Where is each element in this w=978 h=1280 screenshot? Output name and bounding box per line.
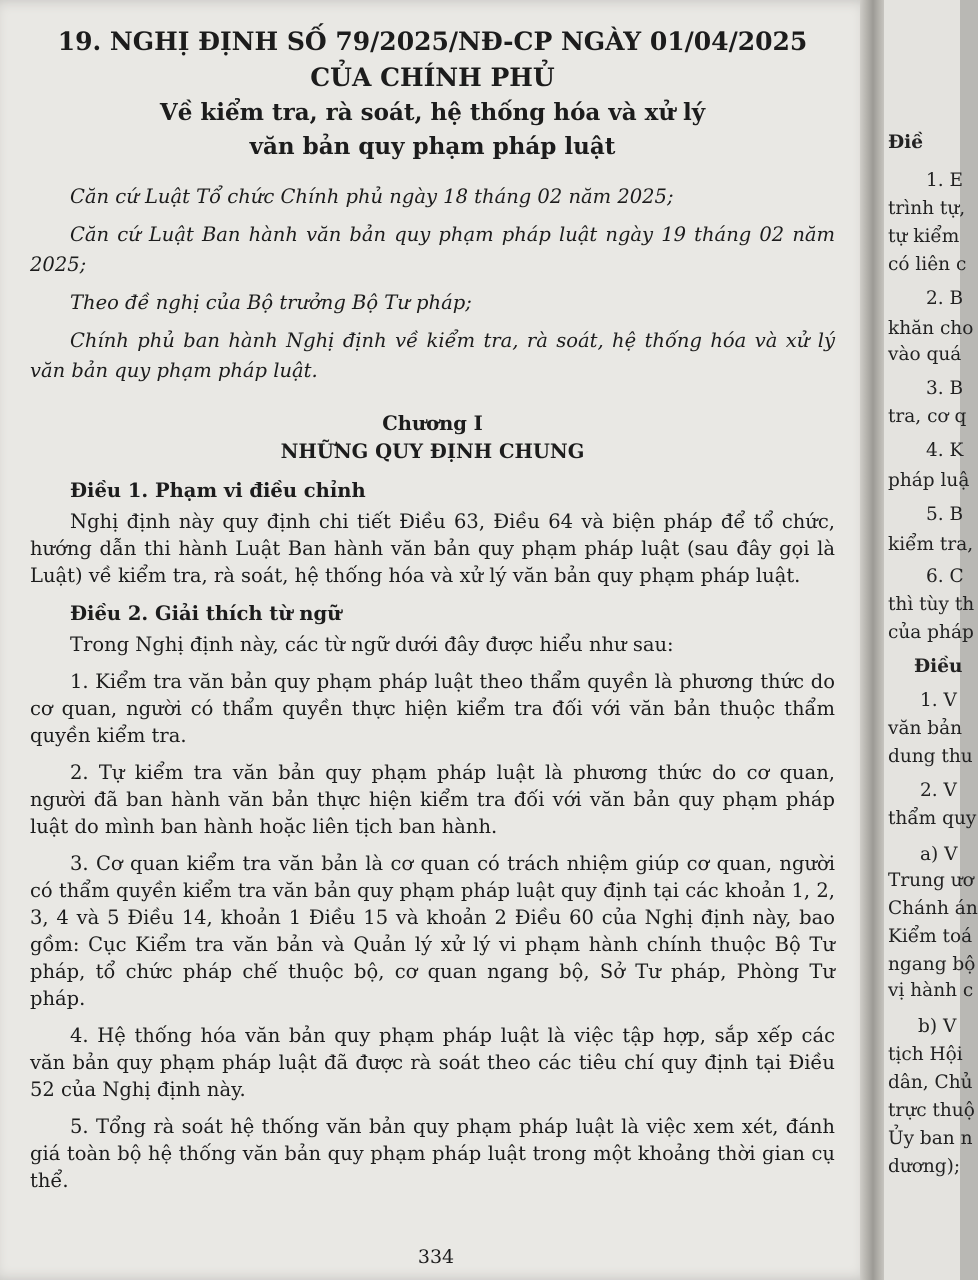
right-page-fragment: tra, cơ q — [888, 406, 967, 427]
right-page-fragment: thì tùy th — [888, 594, 975, 615]
document-subtitle-line2: văn bản quy phạm pháp luật — [249, 133, 616, 160]
preamble-line: Căn cứ Luật Tổ chức Chính phủ ngày 18 tháng 02 năm 2025; — [70, 185, 674, 208]
right-page-fragment: Chánh án — [888, 898, 978, 919]
right-page-fragment: thẩm quy — [888, 808, 977, 829]
right-page-fragment: 1. V — [920, 690, 957, 711]
right-page-fragment: a) V — [920, 844, 958, 865]
right-page-fragment: khăn cho — [888, 318, 974, 339]
right-page-fragment: văn bản — [888, 718, 963, 739]
right-page-fragment: 2. B — [926, 288, 964, 309]
chapter-number: Chương I — [382, 412, 483, 435]
preamble-line: Căn cứ Luật Ban hành văn bản quy phạm pháp luật ngày 19 tháng 02 năm 2025; — [30, 223, 835, 276]
right-page-fragment: trình tự, — [888, 198, 966, 219]
article-2-item: 3. Cơ quan kiểm tra văn bản là cơ quan có trách nhiệm giúp cơ quan, người có thẩm quyền kiểm tra văn bản quy phạm pháp luật quy định tại các khoản 1, 2, 3, 4 và 5 Điều 14, khoản 1 Điều 15 và khoản 2 Điều 60 của Nghị định này, bao gồm: Cục Kiểm tra văn bản và Quản lý xử lý vi phạm hành chính thuộc Bộ Tư pháp, tổ chức pháp chế thuộc bộ, cơ quan ngang bộ, Sở Tư pháp, Phòng Tư pháp. — [30, 852, 835, 1010]
right-page-fragment: 1. E — [926, 170, 964, 191]
right-page-fragment: tịch Hội — [888, 1044, 963, 1065]
preamble-line: Chính phủ ban hành Nghị định về kiểm tra, rà soát, hệ thống hóa và xử lý văn bản quy phạm pháp luật. — [30, 329, 835, 382]
right-page-fragment: Ủy ban n — [888, 1128, 973, 1149]
chapter-title: NHỮNG QUY ĐỊNH CHUNG — [280, 440, 585, 463]
right-page-fragment: 6. C — [926, 566, 964, 587]
article-2-item: 5. Tổng rà soát hệ thống văn bản quy phạm pháp luật là việc xem xét, đánh giá toàn bộ hệ thống văn bản quy phạm pháp luật trong một khoảng thời gian cụ thể. — [30, 1115, 835, 1192]
right-page-fragment: vào quá — [888, 344, 962, 365]
right-page-fragment: trực thuộ — [888, 1100, 975, 1121]
right-page — [884, 0, 978, 1280]
article-2-intro: Trong Nghị định này, các từ ngữ dưới đây được hiểu như sau: — [70, 633, 674, 656]
right-page-fragment: 4. K — [926, 440, 964, 461]
right-page-fragment: Điều — [914, 656, 963, 677]
book-gutter — [860, 0, 886, 1280]
page-number: 334 — [417, 1246, 455, 1268]
right-page-fragment: ngang bộ — [888, 954, 976, 975]
right-page-fragment: 5. B — [926, 504, 964, 525]
right-page-fragment: Điề — [888, 132, 923, 153]
right-page-fragment: dân, Chủ — [888, 1072, 973, 1093]
right-page-fragment: b) V — [918, 1016, 957, 1037]
right-page-fragment: của pháp — [888, 622, 974, 643]
article-2-item: 1. Kiểm tra văn bản quy phạm pháp luật theo thẩm quyền là phương thức do cơ quan, người có thẩm quyền thực hiện kiểm tra đối với văn bản thuộc thẩm quyền kiểm tra. — [30, 670, 835, 747]
preamble-line: Theo đề nghị của Bộ trưởng Bộ Tư pháp; — [70, 291, 472, 314]
right-page-fragment: dung thu — [888, 746, 973, 767]
right-page-fragment: Trung ươ — [888, 870, 974, 891]
article-2-item: 2. Tự kiểm tra văn bản quy phạm pháp luật là phương thức do cơ quan, người đã ban hành văn bản thực hiện kiểm tra đối với văn bản quy phạm pháp luật do mình ban hành hoặc liên tịch ban hành. — [30, 761, 835, 838]
article-1-body: Nghị định này quy định chi tiết Điều 63, Điều 64 và biện pháp để tổ chức, hướng dẫn thi hành Luật Ban hành văn bản quy phạm pháp luật (sau đây gọi là Luật) về kiểm tra, rà soát, hệ thống hóa và xử lý văn bản quy phạm pháp luật. — [30, 510, 835, 587]
document-content — [30, 24, 835, 1204]
document-subtitle-line1: Về kiểm tra, rà soát, hệ thống hóa và xử lý — [159, 99, 706, 126]
right-page-fragment: kiểm tra, — [888, 534, 974, 555]
document-title-line1: 19. NGHỊ ĐỊNH SỐ 79/2025/NĐ-CP NGÀY 01/04/2025 — [57, 27, 808, 56]
right-page-fragment: 2. V — [920, 780, 957, 801]
right-page-fragment: có liên c — [888, 254, 967, 275]
article-1-heading: Điều 1. Phạm vi điều chỉnh — [70, 479, 366, 502]
right-page-fragment: tự kiểm — [888, 226, 960, 247]
document-title-line2: CỦA CHÍNH PHỦ — [310, 63, 555, 92]
article-2-item: 4. Hệ thống hóa văn bản quy phạm pháp luật là việc tập hợp, sắp xếp các văn bản quy phạm pháp luật đã được rà soát theo các tiêu chí quy định tại Điều 52 của Nghị định này. — [30, 1024, 835, 1101]
right-page-fragment: pháp luậ — [888, 470, 970, 491]
right-page-fragment: vị hành c — [888, 980, 974, 1001]
right-page-fragment: 3. B — [926, 378, 964, 399]
right-page-fragment: Kiểm toá — [888, 926, 973, 947]
right-page-fragment: dương); — [888, 1156, 961, 1177]
article-2-heading: Điều 2. Giải thích từ ngữ — [70, 602, 342, 625]
